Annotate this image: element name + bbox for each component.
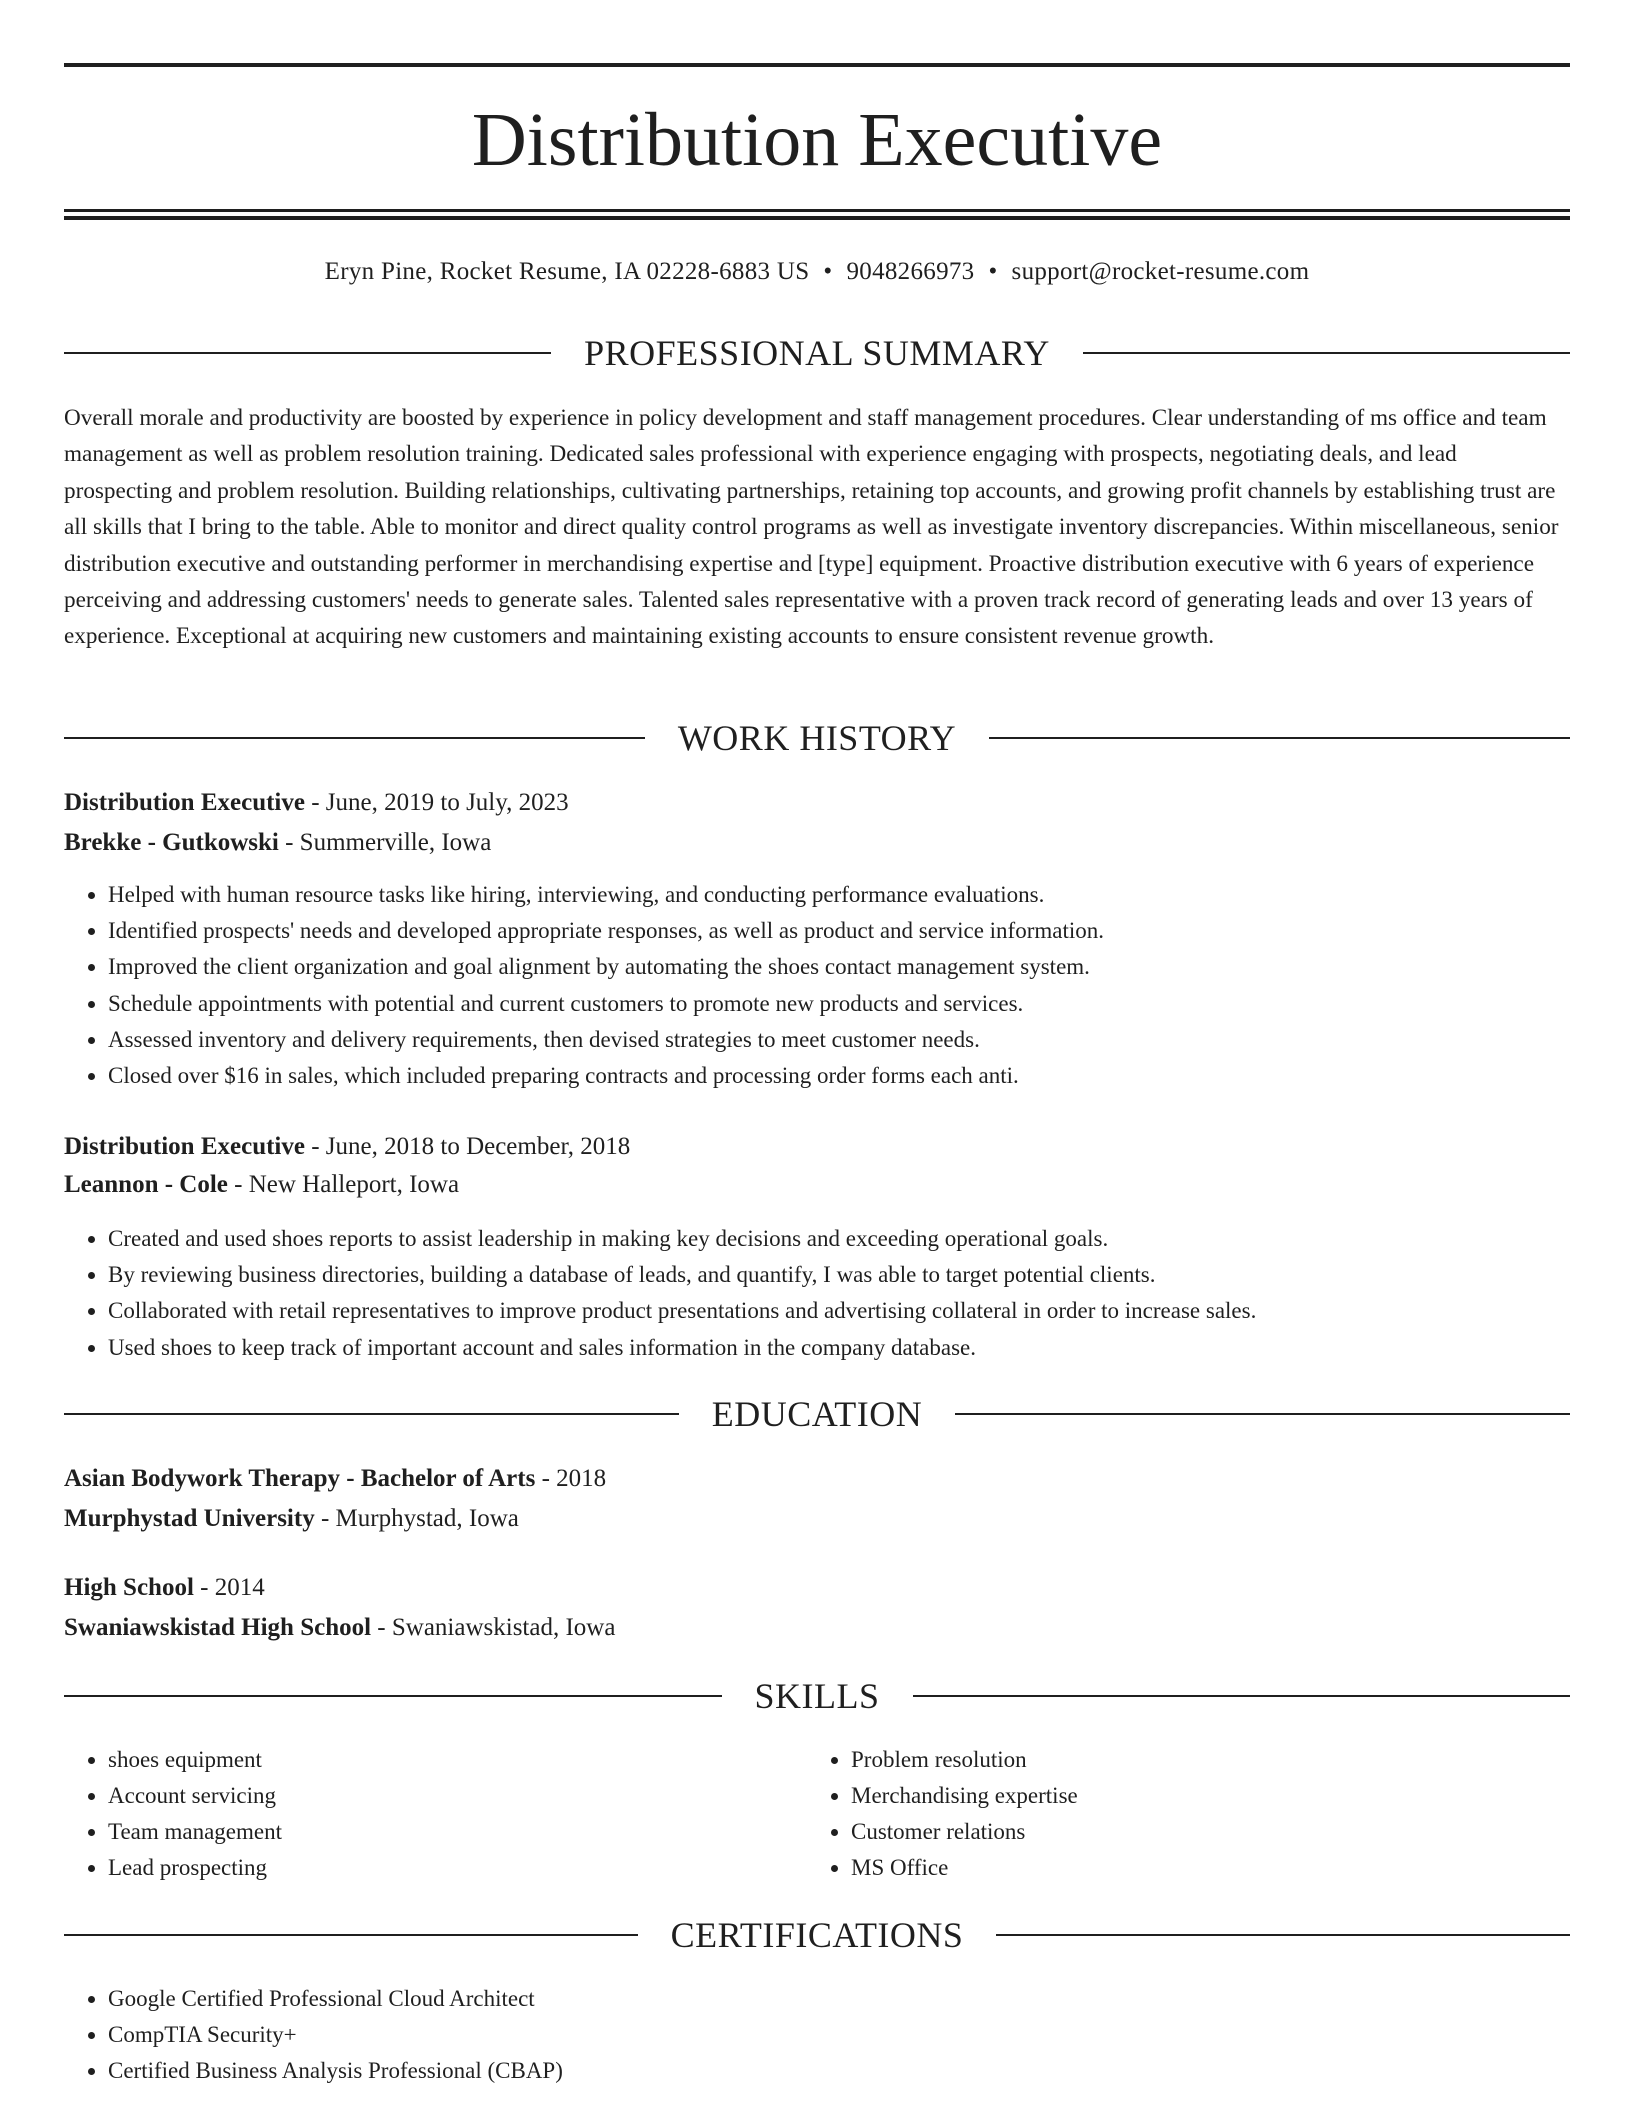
certifications-list bbox=[64, 1981, 1508, 2089]
list-item: • Certified Business Analysis Professional (CBAP) bbox=[108, 2053, 1508, 2089]
list-item: • Google Certified Professional Cloud Architect bbox=[108, 1981, 1508, 2017]
section-header-summary bbox=[64, 331, 1570, 375]
skills-list-right bbox=[807, 1742, 1551, 1886]
skills-list-left bbox=[64, 1742, 808, 1886]
top-rule bbox=[64, 63, 1570, 67]
job-location: - Summerville, Iowa bbox=[278, 829, 492, 856]
list-item: • Merchandising expertise bbox=[851, 1778, 1551, 1814]
education-school-line bbox=[64, 1610, 615, 1646]
section-rule bbox=[64, 1934, 638, 1936]
list-item: • Created and used shoes reports to assist leadership in making key decisions and exceeding operational goals. bbox=[108, 1221, 1568, 1257]
section-title: SKILLS bbox=[754, 1676, 880, 1716]
education-degree-line bbox=[64, 1461, 606, 1497]
list-item: • Problem resolution bbox=[851, 1742, 1551, 1778]
section-header-skills bbox=[64, 1674, 1570, 1718]
section-rule bbox=[1083, 352, 1570, 354]
job-bullets bbox=[64, 877, 1568, 1094]
education-degree: Asian Bodywork Therapy - Bachelor of Arts bbox=[64, 1465, 536, 1492]
job-title-line bbox=[64, 1129, 630, 1165]
section-rule bbox=[64, 1413, 679, 1415]
title-rule-upper bbox=[64, 209, 1570, 212]
section-header-work bbox=[64, 716, 1570, 760]
education-school-line bbox=[64, 1501, 519, 1537]
job-title-line bbox=[64, 785, 569, 821]
section-rule bbox=[64, 737, 645, 739]
list-item: • Collaborated with retail representatives to improve product presentations and advertising collateral in order to increase sales. bbox=[108, 1293, 1568, 1329]
title-rule-lower bbox=[64, 216, 1570, 220]
education-school: Murphystad University bbox=[64, 1505, 315, 1532]
education-location: - Swaniawskistad, Iowa bbox=[371, 1614, 616, 1641]
section-rule bbox=[913, 1695, 1571, 1697]
list-item: • By reviewing business directories, building a database of leads, and quantify, I was able to target potential clients. bbox=[108, 1257, 1568, 1293]
contact-email: support@rocket-resume.com bbox=[1011, 258, 1310, 285]
job-company: Leannon - Cole bbox=[64, 1171, 228, 1198]
list-item: • MS Office bbox=[851, 1850, 1551, 1886]
resume-title: Distribution Executive bbox=[471, 98, 1163, 182]
contact-line bbox=[64, 254, 1570, 290]
section-header-certifications bbox=[64, 1913, 1570, 1957]
list-item: • Closed over $16 in sales, which included preparing contracts and processing order forms each anti. bbox=[108, 1058, 1568, 1094]
education-location: - Murphystad, Iowa bbox=[314, 1505, 519, 1532]
job-title: Distribution Executive bbox=[64, 789, 305, 816]
section-rule bbox=[64, 1695, 722, 1697]
section-title: WORK HISTORY bbox=[677, 718, 957, 758]
list-item: • Assessed inventory and delivery requirements, then devised strategies to meet customer needs. bbox=[108, 1022, 1568, 1058]
job-dates: - June, 2019 to July, 2023 bbox=[304, 789, 569, 816]
list-item: • shoes equipment bbox=[108, 1742, 808, 1778]
list-item: • Team management bbox=[108, 1814, 808, 1850]
section-title: EDUCATION bbox=[711, 1394, 923, 1434]
education-degree-line bbox=[64, 1570, 265, 1606]
list-item: • CompTIA Security+ bbox=[108, 2017, 1508, 2053]
education-degree: High School bbox=[64, 1574, 194, 1601]
list-item: • Used shoes to keep track of important account and sales information in the company database. bbox=[108, 1330, 1568, 1366]
list-item: • Schedule appointments with potential and current customers to promote new products and services. bbox=[108, 986, 1568, 1022]
job-company: Brekke - Gutkowski bbox=[64, 829, 279, 856]
job-dates: - June, 2018 to December, 2018 bbox=[304, 1133, 631, 1160]
education-year: - 2018 bbox=[535, 1465, 607, 1492]
job-company-line bbox=[64, 1167, 459, 1203]
summary-text: Overall morale and productivity are boosted by experience in policy development and staff management procedures. Clear understanding of ms office and team management as well as problem resolution training. Dedicated sales professional with experience engaging with prospects, negotiating deals, and lead prospecting and problem resolution. Building relationships, cultivating partnerships, retaining top accounts, and growing profit channels by establishing trust are all skills that I bring to the table. Able to monitor and direct quality control programs as well as investigate inventory discrepancies. Within miscellaneous, senior distribution executive and outstanding performer in merchandising expertise and [type] equipment. Proactive distribution executive with 6 years of experience perceiving and addressing customers' needs to generate sales. Talented sales representative with a proven track record of generating leads and over 13 years of experience. Exceptional at acquiring new customers and maintaining existing accounts to ensure consistent revenue growth. bbox=[64, 405, 1559, 650]
list-item: • Improved the client organization and goal alignment by automating the shoes contact management system. bbox=[108, 949, 1568, 985]
contact-address: Eryn Pine, Rocket Resume, IA 02228-6883 US bbox=[324, 258, 810, 285]
job-location: - New Halleport, Iowa bbox=[227, 1171, 460, 1198]
list-item: • Account servicing bbox=[108, 1778, 808, 1814]
job-company-line bbox=[64, 825, 491, 861]
list-item: • Customer relations bbox=[851, 1814, 1551, 1850]
section-rule bbox=[955, 1413, 1570, 1415]
section-rule bbox=[989, 737, 1570, 739]
contact-separator: • bbox=[823, 258, 833, 285]
list-item: • Helped with human resource tasks like hiring, interviewing, and conducting performance evaluations. bbox=[108, 877, 1568, 913]
section-rule bbox=[64, 352, 551, 354]
list-item: • Identified prospects' needs and developed appropriate responses, as well as product and service information. bbox=[108, 913, 1568, 949]
job-bullets bbox=[64, 1221, 1568, 1366]
section-header-education bbox=[64, 1392, 1570, 1436]
contact-separator: • bbox=[988, 258, 998, 285]
contact-phone: 9048266973 bbox=[846, 258, 975, 285]
section-title: PROFESSIONAL SUMMARY bbox=[584, 333, 1050, 373]
job-title: Distribution Executive bbox=[64, 1133, 305, 1160]
education-school: Swaniawskistad High School bbox=[64, 1614, 372, 1641]
education-year: - 2014 bbox=[193, 1574, 265, 1601]
section-rule bbox=[996, 1934, 1570, 1936]
list-item: • Lead prospecting bbox=[108, 1850, 808, 1886]
section-title: CERTIFICATIONS bbox=[670, 1915, 964, 1955]
